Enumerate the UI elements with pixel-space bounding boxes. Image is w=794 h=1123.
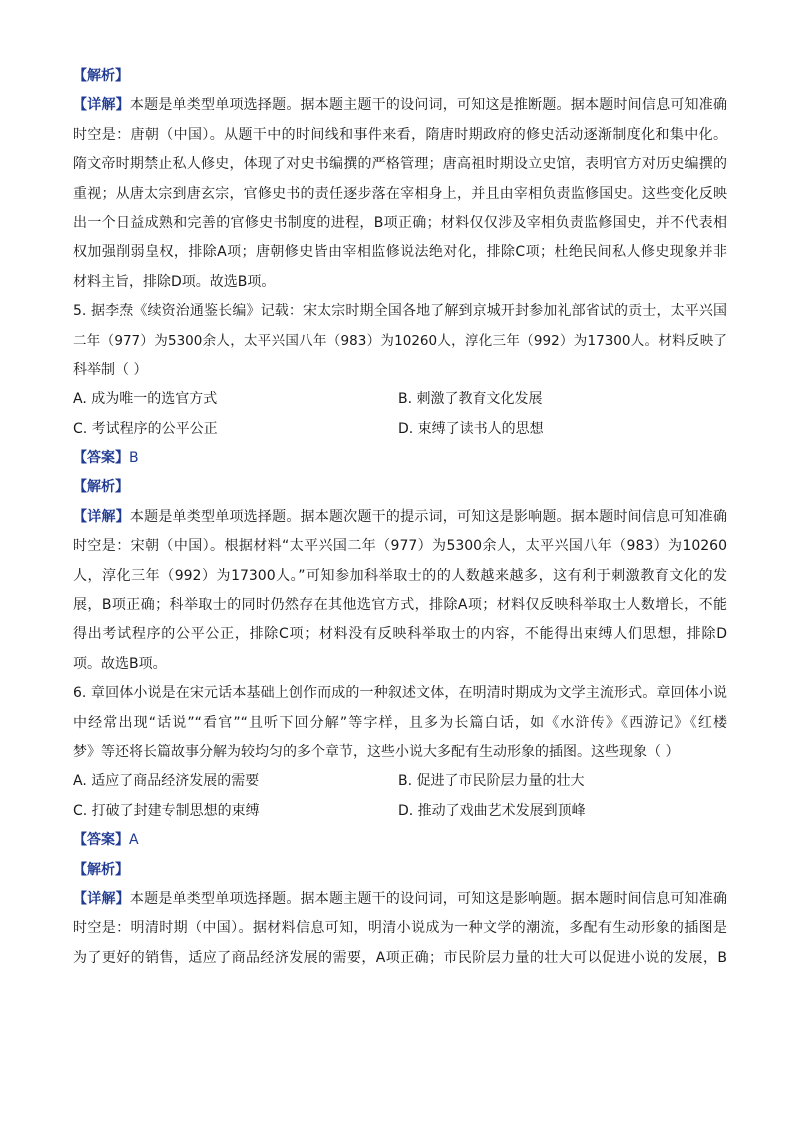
detail-line: 【详解】本题是单类型单项选择题。据本题主题干的设问词，可知这是影响题。据本题时间信息可知准确 <box>73 890 727 907</box>
analysis-tag: 【解析】 <box>73 479 129 496</box>
option-d: D. 推动了戏曲艺术发展到顶峰 <box>398 802 586 819</box>
option-c: C. 打破了封建专制思想的束缚 <box>73 802 260 819</box>
analysis-tag: 【解析】 <box>73 68 129 84</box>
detail-line: 材料主旨，排除D项。故选B项。 <box>73 273 276 290</box>
detail-line: 隋文帝时期禁止私人修史，体现了对史书编撰的严格管理；唐高祖时期设立史馆，表明官方对历史编撰的 <box>73 156 727 173</box>
detail-line: 【详解】本题是单类型单项选择题。据本题次题干的提示词，可知这是影响题。据本题时间信息可知准确 <box>73 508 727 525</box>
detail-line: 【详解】本题是单类型单项选择题。据本题主题干的设问词，可知这是推断题。据本题时间信息可知准确 <box>73 97 727 114</box>
option-c: C. 考试程序的公平公正 <box>73 420 218 437</box>
detail-line: 权加强削弱皇权，排除A项；唐朝修史皆由宰相监修说法绝对化，排除C项；杜绝民间私人修史现象并非 <box>73 244 727 261</box>
option-a: A. 适应了商品经济发展的需要 <box>73 773 260 790</box>
question-5-stem: 二年（977）为5300余人，太平兴国八年（983）为10260人，淳化三年（992）为17300人。材料反映了 <box>73 332 727 349</box>
detail-line: 项。故选B项。 <box>73 655 167 672</box>
analysis-tag: 【解析】 <box>73 861 129 878</box>
question-5-stem: 科举制（ ） <box>73 361 148 378</box>
answer-value: B <box>129 450 139 467</box>
option-b: B. 促进了市民阶层力量的壮大 <box>398 773 585 790</box>
detail-line: 出一个日益成熟和完善的官修史书制度的进程，B项正确；材料仅仅涉及宰相负责监修国史，并不代表相 <box>73 214 727 231</box>
detail-tag: 【详解】 <box>73 97 130 114</box>
question-6-stem: 梦》等还将长篇故事分解为较均匀的多个章节，这些小说大多配有生动形象的插图。这些现象（ ） <box>73 743 680 760</box>
option-a: A. 成为唯一的选官方式 <box>73 391 218 408</box>
detail-tag: 【详解】 <box>73 508 130 525</box>
detail-tag: 【详解】 <box>73 890 130 907</box>
detail-line: 为了更好的销售，适应了商品经济发展的需要，A项正确；市民阶层力量的壮大可以促进小说的发展，B <box>73 949 727 966</box>
answer-tag: 【答案】 <box>73 450 129 467</box>
question-6-stem: 6. 章回体小说是在宋元话本基础上创作而成的一种叙述文体，在明清时期成为文学主流形式。章回体小说 <box>73 685 727 702</box>
answer-line <box>73 444 727 473</box>
detail-line: 展，B项正确；科举取士的同时仍然存在其他选官方式，排除A项；材料仅反映科举取士人数增长，不能 <box>73 597 727 614</box>
question-6-options-row <box>73 767 727 796</box>
detail-line: 时空是：明清时期（中国）。据材料信息可知，明清小说成为一种文学的潮流，多配有生动形象的插图是 <box>73 920 727 937</box>
question-5-stem: 5. 据李焘《续资治通鉴长编》记载：宋太宗时期全国各地了解到京城开封参加礼部省试的贡士，太平兴国 <box>73 303 727 320</box>
detail-line: 人，淳化三年（992）为17300人。”可知参加科举取士的的人数越来越多，这有利于刺激教育文化的发 <box>73 567 727 584</box>
question-6-stem: 中经常出现“话说”“看官”“且听下回分解”等字样，且多为长篇白话，如《水浒传》《西游记》《红楼 <box>73 714 727 731</box>
question-5-options-row <box>73 385 727 414</box>
detail-line: 时空是：宋朝（中国）。根据材料“太平兴国二年（977）为5300余人，太平兴国八年（983）为10260 <box>73 538 727 555</box>
option-b: B. 刺激了教育文化发展 <box>398 391 543 408</box>
detail-line: 得出考试程序的公平公正，排除C项；材料没有反映科举取士的内容，不能得出束缚人们思想，排除D <box>73 626 727 643</box>
detail-line: 重视；从唐太宗到唐玄宗，官修史书的责任逐步落在宰相身上，并且由宰相负责监修国史。这些变化反映 <box>73 185 727 202</box>
answer-line <box>73 826 727 855</box>
question-5-options-row <box>73 415 727 444</box>
question-6-options-row <box>73 797 727 826</box>
document-page <box>73 62 727 973</box>
detail-line: 时空是：唐朝（中国）。从题干中的时间线和事件来看，隋唐时期政府的修史活动逐渐制度化和集中化。 <box>73 126 727 143</box>
option-d: D. 束缚了读书人的思想 <box>398 420 544 437</box>
answer-tag: 【答案】 <box>73 832 129 849</box>
answer-value: A <box>129 832 139 849</box>
